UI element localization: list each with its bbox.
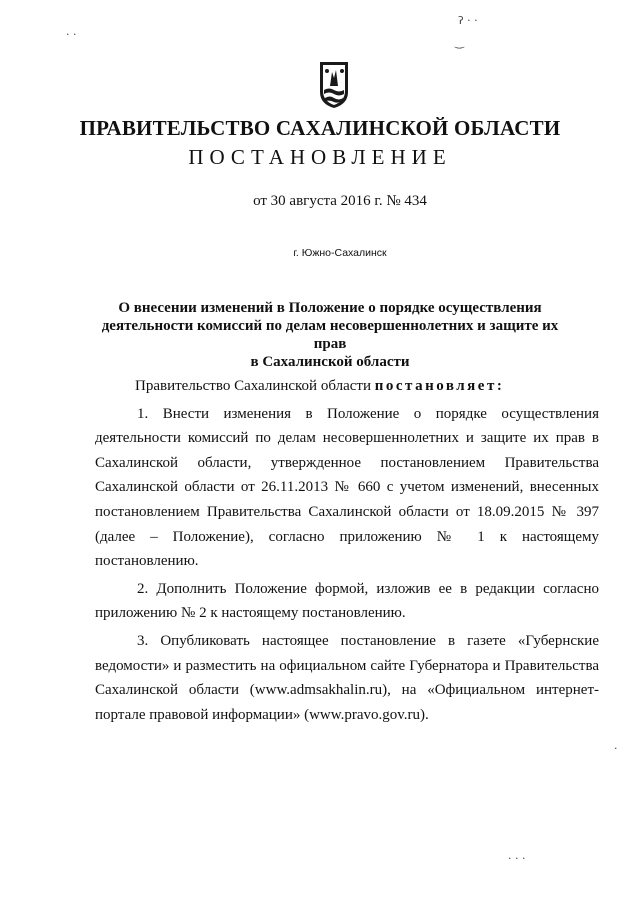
subject-line: О внесении изменений в Положение о порядке осуществления bbox=[118, 300, 542, 316]
organization-title: ПРАВИТЕЛЬСТВО САХАЛИНСКОЙ ОБЛАСТИ bbox=[79, 116, 561, 140]
scan-speck: ‿ bbox=[455, 36, 464, 49]
document-type: ПОСТАНОВЛЕНИЕ bbox=[188, 145, 452, 169]
intro-prefix: Правительство Сахалинской области bbox=[135, 378, 371, 394]
scan-speck: · · · bbox=[508, 852, 526, 865]
subject-line: деятельности комиссий по делам несовершеннолетних и защите их прав bbox=[101, 318, 559, 352]
document-date-number: от 30 августа 2016 г. № 434 bbox=[253, 193, 427, 209]
scan-speck: · bbox=[614, 742, 618, 755]
document-subject bbox=[95, 299, 565, 371]
document-city: г. Южно-Сахалинск bbox=[293, 247, 387, 259]
paragraph-1: 1. Внести изменения в Положение о порядке осуществления деятельности комиссий по делам несовершеннолетних и защите их прав в Сахалинской области, утвержденное постановлением Правительства Сахалинской области от 26.11.2013 № 660 с учетом изменений, внесенных постановлением Правительства Сахалинской области от 18.09.2015 № 397 (далее – Положение), согласно приложению № 1 к настоящему постановлению. bbox=[95, 405, 599, 570]
scan-speck: · · bbox=[66, 28, 77, 41]
intro-verb: постановляет: bbox=[374, 378, 505, 394]
paragraph-3: 3. Опубликовать настоящее постановление в газете «Губернские ведомости» и разместить на официальном сайте Губернатора и Правительства Сахалинской области (www.admsakhalin.ru), на «Официальном интернет-портале правовой информации» (www.pravo.gov.ru). bbox=[95, 632, 599, 723]
scan-speck: ʔ · · bbox=[458, 14, 478, 27]
sakhalin-coat-of-arms-icon bbox=[318, 60, 350, 110]
document-body bbox=[95, 374, 599, 727]
intro-paragraph bbox=[95, 374, 599, 399]
paragraph-2: 2. Дополнить Положение формой, изложив ее в редакции согласно приложению № 2 к настоящему постановлению. bbox=[95, 580, 599, 622]
subject-line: в Сахалинской области bbox=[250, 354, 410, 370]
